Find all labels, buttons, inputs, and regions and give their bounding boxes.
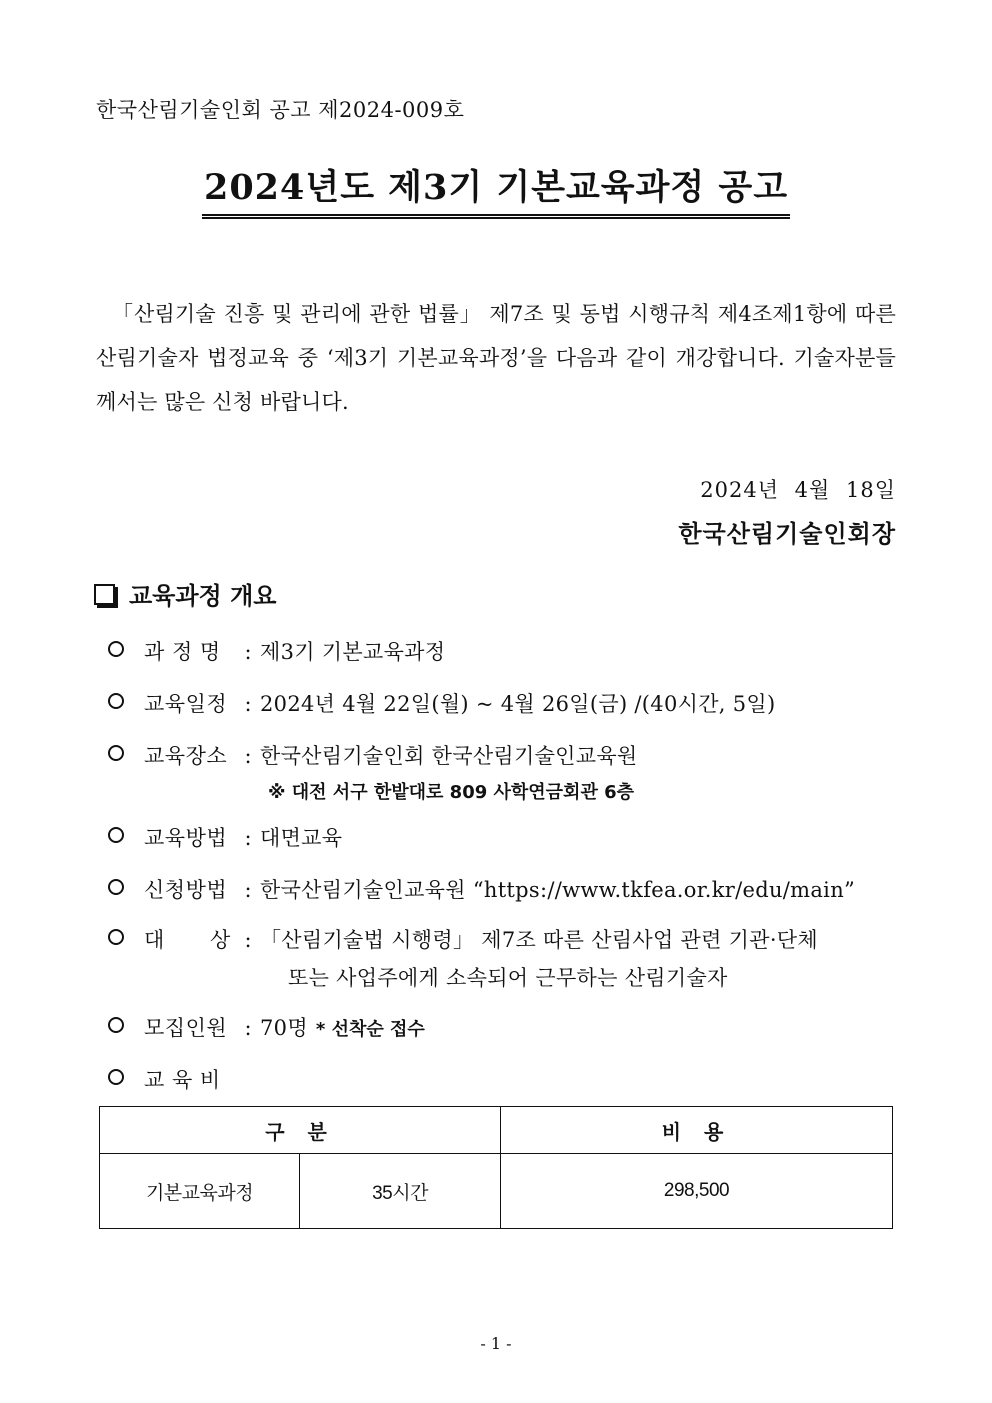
item-label: 교육장소: [144, 744, 228, 768]
item-value: 2024년 4월 22일(월) ~ 4월 26일(금) /(40시간, 5일): [260, 692, 776, 716]
item-label: 과 정 명: [144, 640, 221, 664]
colon: :: [244, 928, 252, 952]
item-capacity: [108, 1012, 425, 1042]
circle-bullet-icon: [108, 879, 124, 895]
table-header-cost: 비 용: [501, 1107, 893, 1154]
table-row: [100, 1154, 893, 1229]
item-value: 한국산림기술인교육원 “https://www.tkfea.or.kr/edu/main”: [260, 878, 856, 902]
circle-bullet-icon: [108, 641, 124, 657]
circle-bullet-icon: [108, 827, 124, 843]
colon: :: [244, 826, 252, 850]
colon: :: [244, 640, 252, 664]
section-title: 교육과정 개요: [129, 582, 277, 610]
target-continuation: 또는 사업주에게 소속되어 근무하는 산림기술자: [288, 966, 728, 990]
checkbox-square-icon: [94, 584, 115, 605]
announcement-date: 2024년 4월 18일: [700, 478, 896, 502]
capacity-note: * 선착순 접수: [315, 1019, 425, 1040]
item-value: 대면교육: [260, 826, 343, 850]
table-header-row: [100, 1107, 893, 1154]
item-value: 「산림기술법 시행령」 제7조 따른 산림사업 관련 기관·단체: [260, 928, 818, 952]
circle-bullet-icon: [108, 693, 124, 709]
table-cell-cost: 298,500: [501, 1154, 893, 1229]
item-label: 교육방법: [144, 826, 228, 850]
item-method: [108, 822, 342, 852]
item-label: 모집인원: [144, 1016, 228, 1040]
item-value: 제3기 기본교육과정: [260, 640, 446, 664]
section-heading: [94, 576, 276, 611]
item-venue: [108, 740, 638, 770]
title-container: [0, 168, 992, 219]
item-fee: [108, 1064, 236, 1094]
circle-bullet-icon: [108, 1017, 124, 1033]
notice-number: 한국산림기술인회 공고 제2024-009호: [96, 98, 465, 122]
item-label: 교 육 비: [144, 1068, 221, 1092]
fee-table: [99, 1106, 893, 1229]
page-number: - 1 -: [480, 1334, 512, 1353]
colon: :: [244, 744, 252, 768]
circle-bullet-icon: [108, 745, 124, 761]
table-header-category: 구 분: [100, 1107, 501, 1154]
venue-address-note: ※ 대전 서구 한밭대로 809 사학연금회관 6층: [268, 782, 635, 803]
item-apply: [108, 874, 855, 904]
item-schedule: [108, 688, 775, 718]
item-course: [108, 636, 445, 666]
circle-bullet-icon: [108, 1069, 124, 1085]
document-title: 2024년도 제3기 기본교육과정 공고: [202, 168, 790, 219]
item-value: 70명: [260, 1016, 308, 1040]
colon: :: [244, 692, 252, 716]
colon: :: [244, 878, 252, 902]
circle-bullet-icon: [108, 929, 124, 945]
table-cell-hours: 35시간: [300, 1154, 501, 1229]
table-cell-course: 기본교육과정: [100, 1154, 300, 1229]
intro-paragraph: 「산림기술 진흥 및 관리에 관한 법률」 제7조 및 동법 시행규칙 제4조제1항에 따른 산림기술자 법정교육 중 ‘제3기 기본교육과정’을 다음과 같이 개강합니다. 기술자분들께서는 많은 신청 바랍니다.: [96, 302, 896, 414]
item-label: 교육일정: [144, 692, 228, 716]
colon: :: [244, 1016, 252, 1040]
item-value: 한국산림기술인회 한국산림기술인교육원: [260, 744, 638, 768]
item-target: [108, 924, 818, 954]
item-label: 신청방법: [144, 878, 228, 902]
item-label: 대 상: [144, 928, 231, 952]
issuing-organization: 한국산림기술인회장: [678, 519, 896, 548]
